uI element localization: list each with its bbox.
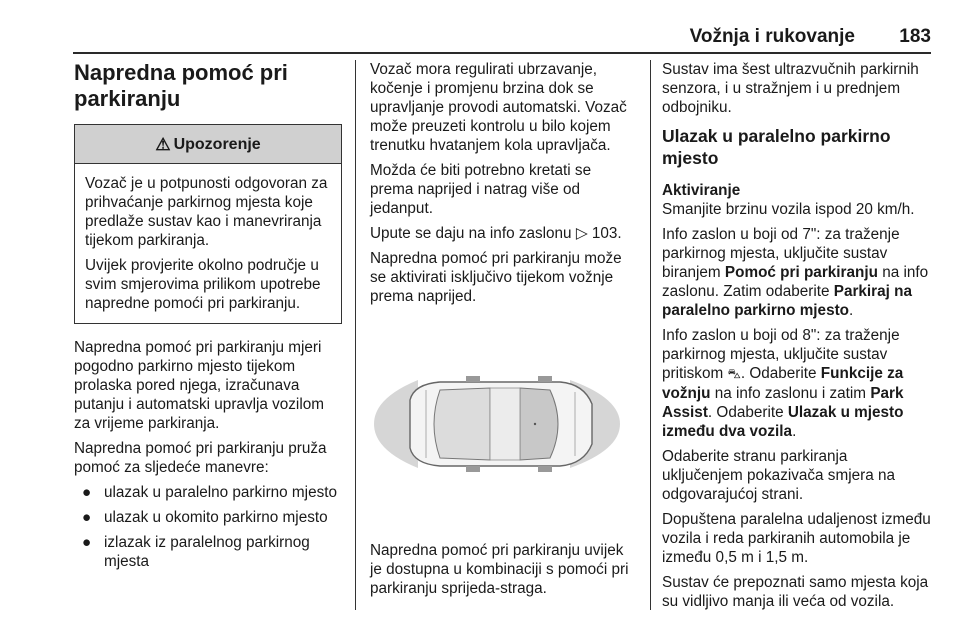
paragraph-text: na info zaslonu i zatim [714,385,867,402]
warning-title: Upozorenje [173,135,261,153]
paragraph: Možda će biti potrebno kretati se prema naprijed i natrag više od jedanput. [370,162,592,217]
paragraph: Napredna pomoć pri parkiranju pruža pomoć za sljedeće manevre: [74,440,327,476]
paragraph-text: . [792,423,797,440]
paragraph: Sustav će prepoznati samo mjesta koja su vidljivo manja ili veća od vozila. [662,574,929,610]
car-sensor-svg [370,318,632,531]
column-3 [662,60,932,617]
paragraph-text: Upute se daju na info zaslonu [370,225,572,242]
paragraph-text: . [849,302,854,319]
column-1 [74,60,342,577]
paragraph-text: . Odaberite [740,365,817,382]
paragraph-text: Info zaslon u boji od 8": za traženje parkirnog mjesta, uključite sustav pritiskom [662,327,900,382]
column-divider [650,60,651,610]
subheading: Aktiviranje [662,182,741,199]
menu-label: Pomoć pri parkiranju [724,264,878,281]
parking-sensor-illustration [370,318,632,531]
list-item-text: ulazak u okomito parkirno mjesto [104,509,328,526]
menu-label: Park Assist [662,385,904,421]
warning-body [75,164,341,323]
column-2 [370,60,638,604]
maneuver-list [74,483,342,571]
paragraph: Sustav ima šest ultrazvučnih parkirnih senzora, i u stražnjem i u prednjem odbojniku. [662,61,919,116]
list-item-text: izlazak iz paralelnog parkirnog mjesta [104,534,310,570]
page-ref-arrow-icon: ▷ [575,225,588,242]
paragraph: Napredna pomoć pri parkiranju može se aktivirati isključivo tijekom vožnje prema naprijed. [370,250,622,305]
header-rule [73,52,931,54]
paragraph: Dopuštena paralelna udaljenost između vozila i reda parkiranih automobila je između 0,5 m i 1,5 m. [662,511,931,566]
page-header [73,26,931,54]
car-button-icon: ⛍ [727,367,741,382]
paragraph-text: Info zaslon u boji od 7": za traženje parkirnog mjesta, uključite sustav biranjem [662,226,900,281]
paragraph: Vozač mora regulirati ubrzavanje, kočenje i promjenu brzina dok se upravljanje provodi automatski. Vozač može preuzeti kontrolu u bilo kojem trenutku hvatanjem kola upravljača. [370,61,627,154]
paragraph: Odaberite stranu parkiranja uključenjem pokazivača smjera na odgovarajućoj strani. [662,448,895,503]
section-heading: Napredna pomoć pri parkiranju [74,60,288,111]
menu-label: Funkcije za vožnju [662,365,904,402]
paragraph: Napredna pomoć pri parkiranju mjeri pogodno parkirno mjesto tijekom prolaska pored njega, izračunava putanju i automatski upravlja vozilom za vrijeme parkiranja. [74,339,324,432]
menu-label: Ulazak u mjesto između dva vozila [662,404,904,440]
paragraph [662,225,932,320]
figure-caption: Napredna pomoć pri parkiranju uvijek je dostupna u kombinaciji s pomoći pri parkiranju sprijeda-straga. [370,542,629,597]
menu-label: Parkiraj na paralelno parkirno mjesto [662,283,912,319]
list-item: ● ulazak u paralelno parkirno mjesto [82,484,337,501]
warning-header [75,125,341,164]
warning-triangle-icon: ⚠ [155,134,171,154]
paragraph [370,224,638,243]
column-divider [355,60,356,610]
warning-paragraph: Vozač je u potpunosti odgovoran za prihvaćanje parkirnog mjesta koje predlaže sustav kao i manevriranja tijekom parkiranja. [85,175,328,249]
section-heading: Ulazak u paralelno parkirno mjesto [662,126,891,168]
paragraph: Smanjite brzinu vozila ispod 20 km/h. [662,201,915,218]
list-item: ● izlazak iz paralelnog parkirnog mjesta [82,534,310,570]
car-top-view [410,376,592,472]
header-title: Vožnja i rukovanje [689,26,855,47]
list-item-text: ulazak u paralelno parkirno mjesto [104,484,337,501]
paragraph-text: . Odaberite [707,404,784,421]
warning-box [74,124,342,324]
page-ref[interactable]: 103. [591,225,622,242]
warning-paragraph: Uvijek provjerite okolno područje u svim smjerovima prilikom upotrebe napredne pomoći pri parkiranju. [85,257,321,312]
page-number: 183 [899,26,931,47]
paragraph-text: na info zaslonu. Zatim odaberite [662,264,929,300]
paragraph [662,326,932,441]
list-item: ● ulazak u okomito parkirno mjesto [82,509,328,526]
